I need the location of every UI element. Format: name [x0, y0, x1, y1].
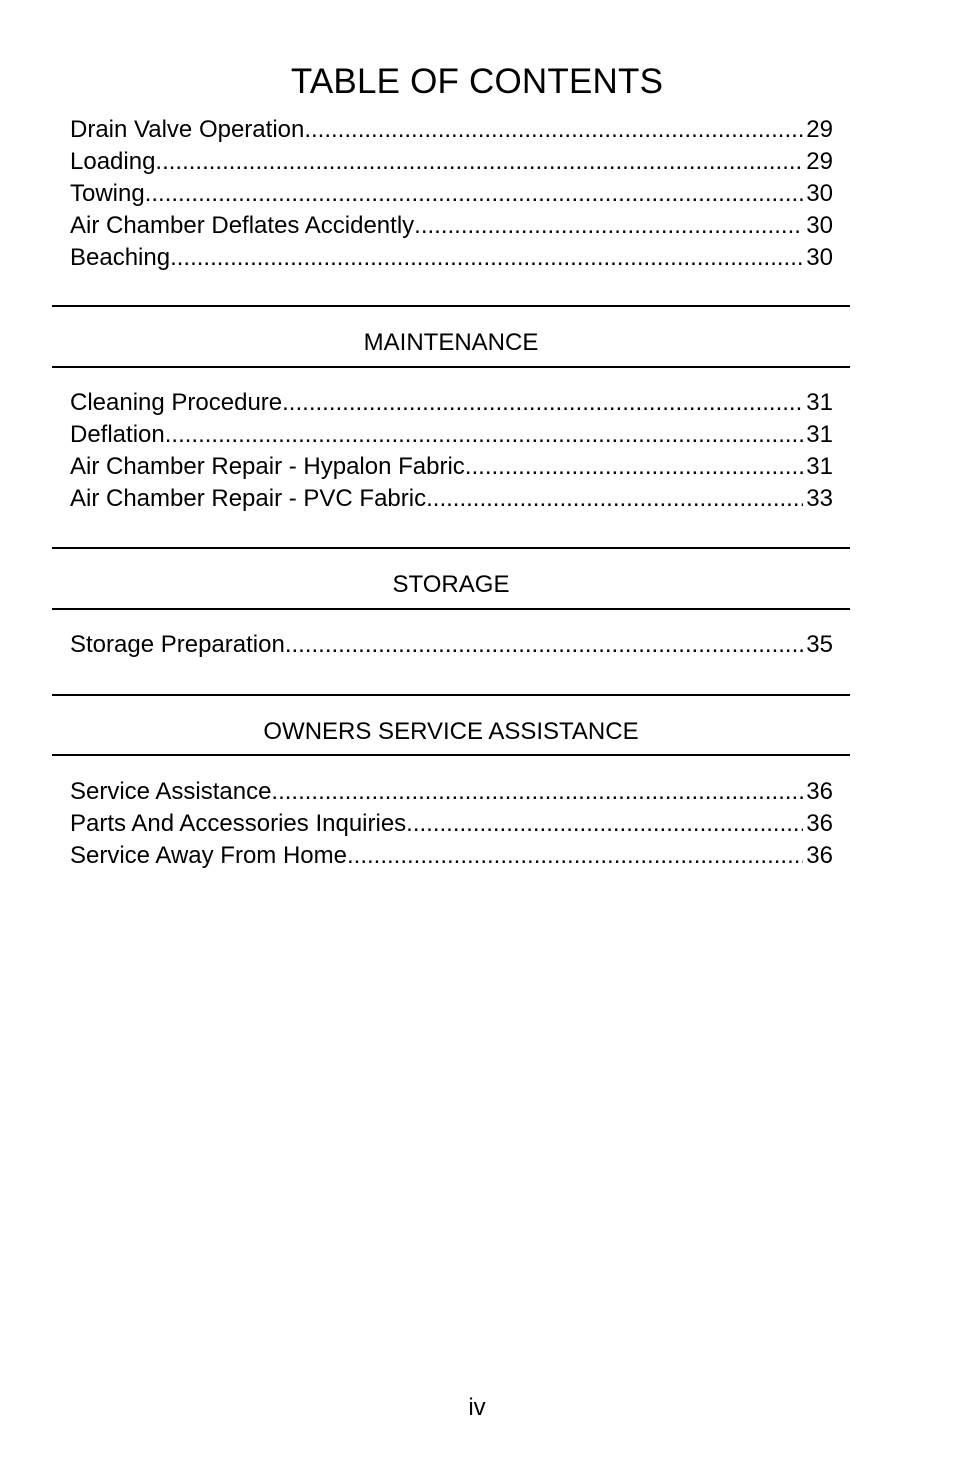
toc-entry-page: 31 [806, 389, 833, 416]
toc-entry[interactable] [70, 483, 833, 515]
toc-entry-page: 31 [806, 453, 833, 480]
toc-entry[interactable] [70, 776, 833, 808]
section-divider [52, 608, 850, 610]
toc-entry[interactable] [70, 629, 833, 661]
toc-entry-label: Air Chamber Repair - Hypalon Fabric [70, 453, 465, 480]
toc-entry[interactable] [70, 242, 833, 274]
section-divider [52, 366, 850, 368]
toc-entry-label: Cleaning Procedure [70, 389, 283, 416]
toc-entry-page: 30 [806, 180, 833, 207]
section-divider [52, 754, 850, 756]
dot-leader [165, 419, 804, 451]
section-heading-storage: STORAGE [392, 571, 510, 598]
toc-entry-label: Deflation [70, 421, 165, 448]
dot-leader [465, 451, 803, 483]
dot-leader [347, 840, 803, 872]
dot-leader [414, 210, 803, 242]
toc-entry-label: Air Chamber Deflates Accidently [70, 212, 415, 239]
toc-entry[interactable] [70, 840, 833, 872]
toc-entry-page: 33 [806, 485, 833, 512]
dot-leader [285, 629, 803, 661]
toc-entry[interactable] [70, 146, 833, 178]
toc-group-storage [70, 629, 833, 661]
toc-entry-page: 30 [806, 244, 833, 271]
dot-leader [145, 178, 804, 210]
dot-leader [282, 387, 803, 419]
page-title: TABLE OF CONTENTS [290, 62, 664, 101]
dot-leader [271, 776, 803, 808]
toc-entry[interactable] [70, 114, 833, 146]
dot-leader [426, 483, 803, 515]
dot-leader [155, 146, 803, 178]
toc-entry-label: Drain Valve Operation [70, 116, 305, 143]
toc-group-maintenance [70, 387, 833, 515]
section-heading-owners-service-assistance: OWNERS SERVICE ASSISTANCE [263, 718, 639, 745]
toc-entry[interactable] [70, 210, 833, 242]
toc-entry[interactable] [70, 178, 833, 210]
toc-entry-page: 36 [806, 778, 833, 805]
toc-entry-label: Storage Preparation [70, 631, 285, 658]
section-divider [52, 694, 850, 696]
section-divider [52, 547, 850, 549]
toc-entry-page: 36 [806, 842, 833, 869]
toc-entry[interactable] [70, 808, 833, 840]
toc-entry-page: 31 [806, 421, 833, 448]
toc-entry-page: 30 [806, 212, 833, 239]
dot-leader [406, 808, 803, 840]
toc-entry-label: Service Assistance [70, 778, 272, 805]
page-number: iv [468, 1394, 486, 1421]
toc-entry-page: 29 [806, 116, 833, 143]
section-heading-maintenance: MAINTENANCE [363, 329, 539, 356]
dot-leader [304, 114, 803, 146]
toc-entry-label: Towing [70, 180, 145, 207]
toc-entry-label: Service Away From Home [70, 842, 347, 869]
toc-entry-page: 29 [806, 148, 833, 175]
toc-entry-page: 35 [806, 631, 833, 658]
toc-entry-label: Beaching [70, 244, 171, 271]
toc-entry-page: 36 [806, 810, 833, 837]
toc-entry[interactable] [70, 419, 833, 451]
toc-group-continued [70, 114, 833, 274]
dot-leader [170, 242, 803, 274]
toc-entry-label: Parts And Accessories Inquiries [70, 810, 407, 837]
toc-entry-label: Loading [70, 148, 156, 175]
toc-entry[interactable] [70, 451, 833, 483]
section-divider [52, 305, 850, 307]
toc-entry[interactable] [70, 387, 833, 419]
toc-group-owners-service-assistance [70, 776, 833, 872]
toc-entry-label: Air Chamber Repair - PVC Fabric [70, 485, 427, 512]
